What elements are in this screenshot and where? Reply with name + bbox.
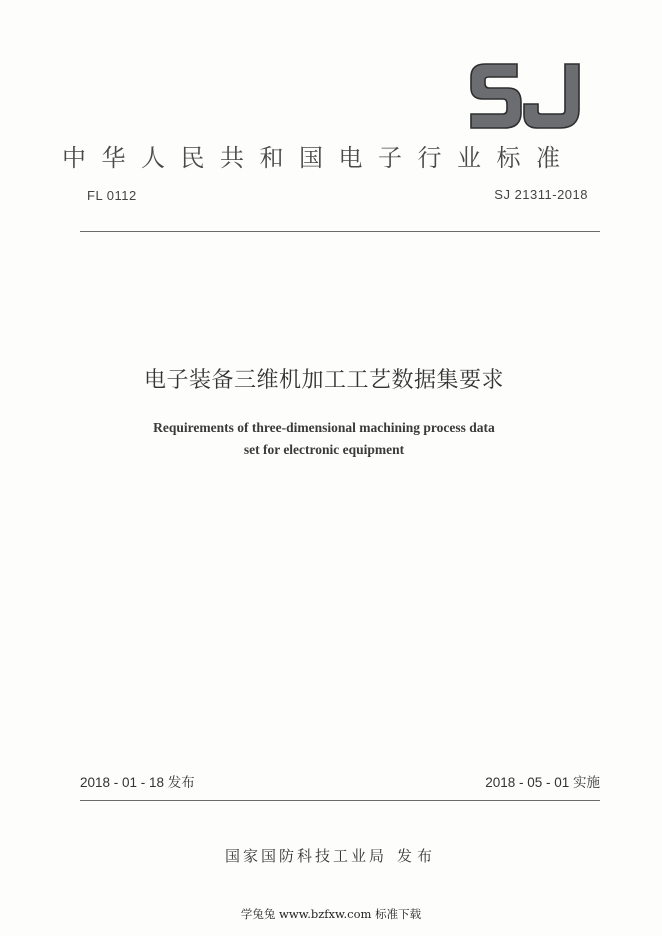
issuing-authority-suffix: 发布: [397, 847, 438, 865]
sj-logo-j-shape: [524, 64, 579, 128]
issuing-authority-name: 国家国防科技工业局: [224, 847, 387, 865]
document-title-chinese-text: 电子装备三维机加工工艺数据集要求: [143, 368, 504, 393]
implementation-date: 2018 - 05 - 01 实施: [485, 775, 600, 790]
document-title-english: [0, 417, 662, 461]
document-title-english-line-1: Requirements of three-dimensional machining process data: [153, 420, 495, 435]
footer-divider: [80, 800, 600, 801]
issue-date: 2018 - 01 - 18 发布: [80, 775, 195, 790]
sj-logo-s-shape: [471, 64, 521, 128]
classification-code: FL 0112: [87, 188, 137, 203]
sj-logo: [465, 58, 587, 134]
download-watermark: 学兔兔 www.bzfxw.com 标准下载: [240, 907, 422, 921]
standard-category-title: 中华人民共和国电子行业标准: [62, 144, 576, 172]
document-title-english-line-2: set for electronic equipment: [243, 442, 405, 457]
document-title-chinese: [0, 363, 662, 394]
issuing-authority: [0, 845, 662, 866]
standard-number: SJ 21311-2018: [494, 187, 588, 202]
header-divider: [80, 231, 600, 232]
